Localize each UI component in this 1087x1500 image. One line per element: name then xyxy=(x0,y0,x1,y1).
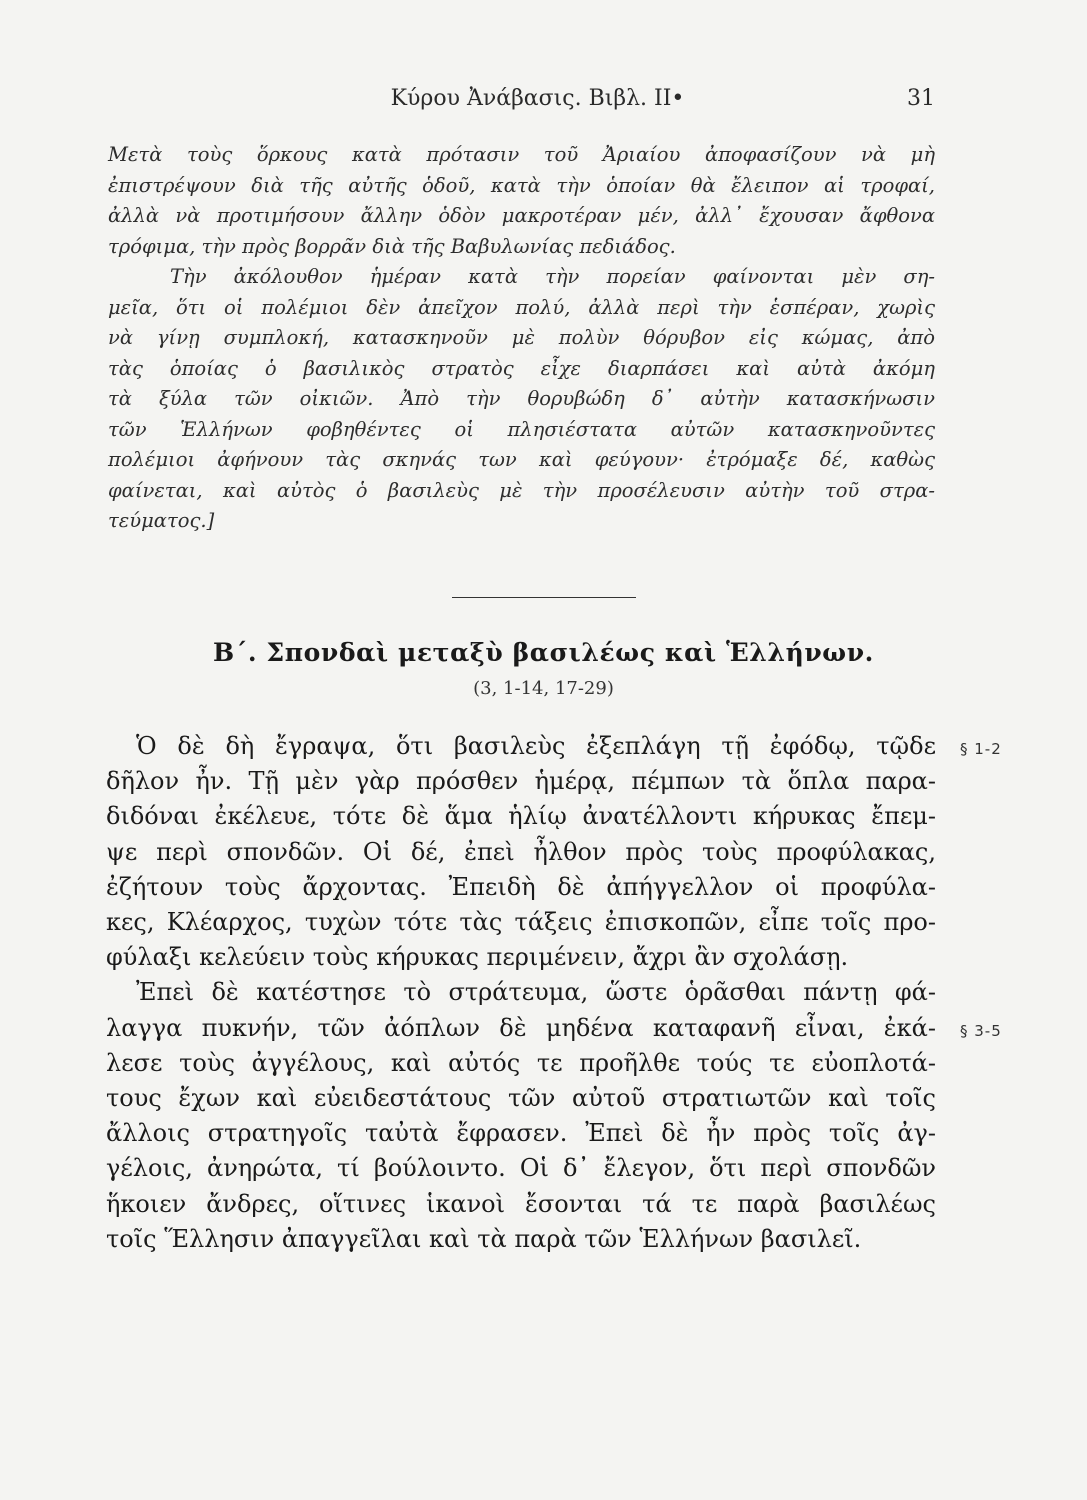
text-line: λαγγα πυκνήν, τῶν ἀόπλων δὲ μηδένα καταφανῆ εἶναι, ἐκά- xyxy=(106,1013,936,1042)
note-line: μεῖα, ὅτι οἱ πολέμιοι δὲν ἀπεῖχον πολύ, ἀλλὰ περὶ τὴν ἑσπέραν, χωρὶς xyxy=(108,295,935,319)
note-line: πολέμιοι ἀφήνουν τὰς σκηνάς των καὶ φεύγουν· ἐτρόμαξε δέ, καθὼς xyxy=(108,448,935,471)
text-line: Ἐπεὶ δὲ κατέστησε τὸ στράτευμα, ὥστε ὁρᾶσθαι πάντῃ φά- xyxy=(136,978,936,1007)
text-line: φύλαξι κελεύειν τοὺς κήρυκας περιμένειν, ἄχρι ἂν σχολάσῃ. xyxy=(106,943,849,972)
note-line: τῶν Ἑλλήνων φοβηθέντες οἱ πλησιέστατα αὐτῶν κατασκηνοῦντες xyxy=(108,417,935,441)
note-line: τὰς ὁποίας ὁ βασιλικὸς στρατὸς εἶχε διαρπάσει καὶ αὐτὰ ἀκόμη xyxy=(108,356,935,380)
note-line: Τὴν ἀκόλουθον ἡμέραν κατὰ τὴν πορείαν φαίνονται μὲν ση- xyxy=(170,265,935,288)
text-line: δῆλον ἦν. Τῇ μὲν γὰρ πρόσθεν ἡμέρᾳ, πέμπων τὰ ὅπλα παρα- xyxy=(106,767,936,796)
margin-section-ref: § 1-2 xyxy=(960,740,1002,758)
page-number: 31 xyxy=(907,86,935,111)
running-head xyxy=(140,86,935,120)
note-line: νὰ γίνῃ συμπλοκή, κατασκηνοῦν μὲ πολὺν θόρυβον εἰς κώμας, ἀπὸ xyxy=(108,326,935,349)
text-line: ἐζήτουν τοὺς ἄρχοντας. Ἐπειδὴ δὲ ἀπήγγελλον οἱ προφύλα- xyxy=(106,872,936,901)
text-line: γέλοις, ἀνηρώτα, τί βούλοιντο. Οἱ δ᾽ ἔλεγον, ὅτι περὶ σπονδῶν xyxy=(106,1154,936,1183)
note-line: τὰ ξύλα τῶν οἰκιῶν. Ἀπὸ τὴν θορυβώδη δ᾽ αὐτὴν κατασκήνωσιν xyxy=(108,387,935,410)
section-divider xyxy=(452,597,636,598)
text-line: Ὁ δὲ δὴ ἔγραψα, ὅτι βασιλεὺς ἐξεπλάγη τῇ ἐφόδῳ, τῷδε xyxy=(136,732,936,760)
note-line: τρόφιμα, τὴν πρὸς βορρᾶν διὰ τῆς Βαβυλωνίας πεδιάδος. xyxy=(108,234,676,258)
margin-section-ref: § 3-5 xyxy=(960,1022,1002,1040)
note-line: τεύματος.] xyxy=(108,509,215,532)
note-line: ἐπιστρέψουν διὰ τῆς αὐτῆς ὁδοῦ, κατὰ τὴν ὁποίαν θὰ ἔλειπον αἱ τροφαί, xyxy=(108,173,935,197)
running-title: Κύρου Ἀνάβασις. Βιβλ. ΙΙ• xyxy=(390,86,685,111)
text-line: διδόναι ἐκέλευε, τότε δὲ ἅμα ἡλίῳ ἀνατέλλοντι κήρυκας ἔπεμ- xyxy=(106,802,936,831)
section-reference: (3, 1-14, 17-29) xyxy=(473,678,614,699)
main-text xyxy=(106,729,936,1257)
section-title: Β΄. Σπονδαὶ μεταξὺ βασιλέως καὶ Ἑλλήνων. xyxy=(213,638,874,667)
note-line: ἀλλὰ νὰ προτιμήσουν ἄλλην ὁδὸν μακροτέραν μέν, ἀλλ᾽ ἔχουσαν ἄφθονα xyxy=(108,204,935,227)
text-line: ἥκοιεν ἄνδρες, οἵτινες ἱκανοὶ ἔσονται τά τε παρὰ βασιλέως xyxy=(106,1189,936,1218)
text-line: ψε περὶ σπονδῶν. Οἱ δέ, ἐπεὶ ἦλθον πρὸς τοὺς προφύλακας, xyxy=(106,837,936,866)
text-line: τους ἔχων καὶ εὐειδεστάτους τῶν αὐτοῦ στρατιωτῶν καὶ τοῖς xyxy=(106,1084,936,1113)
note-line: φαίνεται, καὶ αὐτὸς ὁ βασιλεὺς μὲ τὴν προσέλευσιν αὐτὴν τοῦ στρα- xyxy=(108,478,935,502)
text-line: λεσε τοὺς ἀγγέλους, καὶ αὐτός τε προῆλθε τούς τε εὐοπλοτά- xyxy=(106,1048,936,1077)
text-line: κες, Κλέαρχος, τυχὼν τότε τὰς τάξεις ἐπισκοπῶν, εἶπε τοῖς προ- xyxy=(106,908,936,937)
note-line: Μετὰ τοὺς ὅρκους κατὰ πρότασιν τοῦ Ἀριαίου ἀποφασίζουν νὰ μὴ xyxy=(108,143,935,166)
summary-note xyxy=(108,140,935,537)
text-line: τοῖς Ἕλλησιν ἀπαγγεῖλαι καὶ τὰ παρὰ τῶν Ἑλλήνων βασιλεῖ. xyxy=(106,1224,862,1253)
text-line: ἄλλοις στρατηγοῖς ταὐτὰ ἔφρασεν. Ἐπεὶ δὲ ἦν πρὸς τοῖς ἀγ- xyxy=(106,1119,936,1148)
